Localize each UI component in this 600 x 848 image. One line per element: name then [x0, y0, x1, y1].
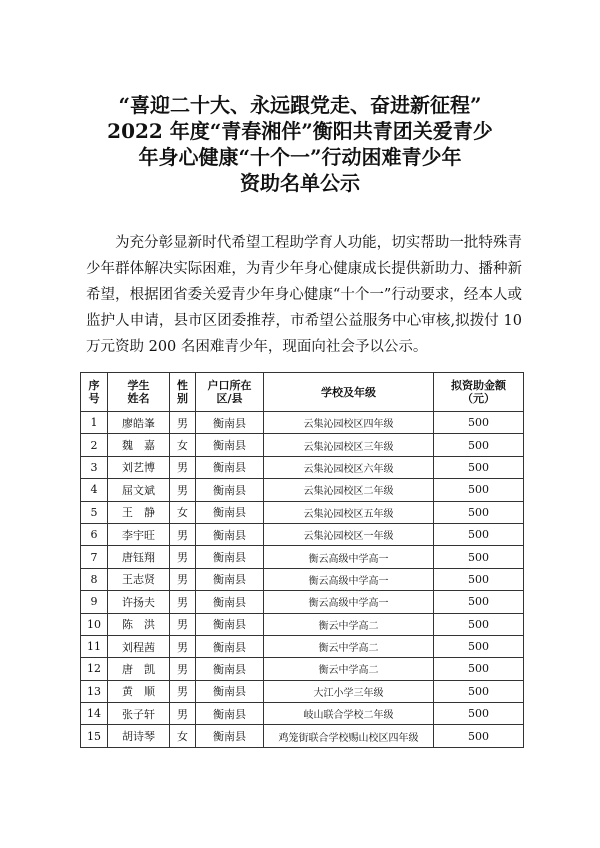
cell-name: 王志贤: [108, 568, 170, 590]
cell-no: 4: [81, 479, 108, 501]
cell-amount: 500: [434, 613, 524, 635]
cell-school: 衡云中学高二: [264, 613, 434, 635]
cell-school: 云集沁园校区四年级: [264, 412, 434, 434]
cell-region: 衡南县: [196, 725, 264, 747]
title-line: “喜迎二十大、永远跟党走、奋进新征程”: [118, 93, 482, 117]
cell-gender: 男: [170, 613, 196, 635]
header-amount: 拟资助金额 （元）: [434, 373, 524, 412]
header-region: 户口所在 区/县: [196, 373, 264, 412]
cell-no: 8: [81, 568, 108, 590]
cell-gender: 男: [170, 635, 196, 657]
cell-no: 9: [81, 591, 108, 613]
cell-name: 许扬夫: [108, 591, 170, 613]
cell-no: 2: [81, 434, 108, 456]
table-row: [81, 703, 524, 725]
cell-school: 衡云中学高二: [264, 635, 434, 657]
cell-amount: 500: [434, 658, 524, 680]
cell-amount: 500: [434, 434, 524, 456]
cell-amount: 500: [434, 501, 524, 523]
cell-school: 岐山联合学校二年级: [264, 703, 434, 725]
table-row: [81, 568, 524, 590]
table-row: [81, 523, 524, 545]
intro-paragraph: 为充分彰显新时代希望工程助学育人功能，切实帮助一批特殊青少年群体解决实际困难，为青少年身心健康成长提供新助力、播种新希望，根据团省委关爱青少年身心健康“十个一”行动要求，经本人或监护人申请，县市区团委推荐，市希望公益服务中心审核,拟拨付 10 万元资助 200 名困难青少年，现面向社会予以公示。: [86, 235, 522, 355]
cell-school: 云集沁园校区六年级: [264, 456, 434, 478]
header-school: 学校及年级: [264, 373, 434, 412]
cell-no: 1: [81, 412, 108, 434]
table-row: [81, 658, 524, 680]
table-row: [81, 456, 524, 478]
cell-no: 14: [81, 703, 108, 725]
cell-gender: 男: [170, 479, 196, 501]
cell-region: 衡南县: [196, 658, 264, 680]
table-row: [81, 412, 524, 434]
table-row: [81, 725, 524, 747]
cell-gender: 男: [170, 523, 196, 545]
cell-gender: 男: [170, 703, 196, 725]
cell-no: 12: [81, 658, 108, 680]
cell-amount: 500: [434, 703, 524, 725]
cell-gender: 男: [170, 456, 196, 478]
cell-gender: 男: [170, 412, 196, 434]
cell-no: 5: [81, 501, 108, 523]
cell-school: 大江小学三年级: [264, 680, 434, 702]
cell-name: 唐 凯: [108, 658, 170, 680]
cell-no: 11: [81, 635, 108, 657]
cell-school: 云集沁园校区一年级: [264, 523, 434, 545]
cell-region: 衡南县: [196, 523, 264, 545]
header-no: 序 号: [81, 373, 108, 412]
cell-name: 唐钰翔: [108, 546, 170, 568]
cell-school: 云集沁园校区二年级: [264, 479, 434, 501]
cell-gender: 男: [170, 680, 196, 702]
cell-region: 衡南县: [196, 568, 264, 590]
cell-amount: 500: [434, 546, 524, 568]
cell-amount: 500: [434, 523, 524, 545]
cell-region: 衡南县: [196, 412, 264, 434]
cell-no: 10: [81, 613, 108, 635]
cell-gender: 女: [170, 501, 196, 523]
table-row: [81, 479, 524, 501]
cell-school: 衡云高级中学高一: [264, 546, 434, 568]
cell-amount: 500: [434, 412, 524, 434]
cell-gender: 男: [170, 591, 196, 613]
cell-region: 衡南县: [196, 456, 264, 478]
cell-name: 魏 嘉: [108, 434, 170, 456]
cell-name: 胡诗琴: [108, 725, 170, 747]
cell-region: 衡南县: [196, 613, 264, 635]
table-row: [81, 434, 524, 456]
title-line: 年身心健康“十个一”行动困难青少年: [138, 145, 462, 169]
cell-name: 屈文斌: [108, 479, 170, 501]
cell-name: 黄 顺: [108, 680, 170, 702]
title-line: 2022 年度“青春湘伴”衡阳共青团关爱青少: [107, 119, 493, 143]
cell-gender: 男: [170, 546, 196, 568]
cell-region: 衡南县: [196, 680, 264, 702]
table-row: [81, 591, 524, 613]
table-row: [81, 635, 524, 657]
cell-region: 衡南县: [196, 434, 264, 456]
cell-amount: 500: [434, 456, 524, 478]
cell-gender: 男: [170, 568, 196, 590]
cell-amount: 500: [434, 725, 524, 747]
cell-no: 7: [81, 546, 108, 568]
table-header-row: [81, 373, 524, 412]
funding-list-table: [80, 372, 524, 748]
cell-no: 15: [81, 725, 108, 747]
header-name: 学生 姓名: [108, 373, 170, 412]
cell-name: 李宇旺: [108, 523, 170, 545]
cell-region: 衡南县: [196, 546, 264, 568]
cell-amount: 500: [434, 591, 524, 613]
cell-school: 衡云高级中学高一: [264, 591, 434, 613]
cell-gender: 女: [170, 434, 196, 456]
header-gender: 性 别: [170, 373, 196, 412]
cell-school: 鸡笼街联合学校赐山校区四年级: [264, 725, 434, 747]
cell-region: 衡南县: [196, 635, 264, 657]
title-line: 资助名单公示: [240, 171, 360, 195]
cell-name: 刘艺博: [108, 456, 170, 478]
cell-name: 张子轩: [108, 703, 170, 725]
cell-region: 衡南县: [196, 479, 264, 501]
table-row: [81, 613, 524, 635]
cell-region: 衡南县: [196, 591, 264, 613]
cell-amount: 500: [434, 680, 524, 702]
cell-name: 刘程茜: [108, 635, 170, 657]
table-row: [81, 501, 524, 523]
cell-school: 云集沁园校区三年级: [264, 434, 434, 456]
cell-gender: 男: [170, 658, 196, 680]
cell-gender: 女: [170, 725, 196, 747]
cell-school: 衡云中学高二: [264, 658, 434, 680]
cell-no: 6: [81, 523, 108, 545]
cell-amount: 500: [434, 479, 524, 501]
table-row: [81, 546, 524, 568]
cell-region: 衡南县: [196, 501, 264, 523]
table-row: [81, 680, 524, 702]
document-title: [40, 92, 560, 196]
cell-name: 陈 洪: [108, 613, 170, 635]
cell-amount: 500: [434, 568, 524, 590]
cell-name: 廖皓峯: [108, 412, 170, 434]
cell-school: 衡云高级中学高一: [264, 568, 434, 590]
table-body: [81, 412, 524, 748]
cell-region: 衡南县: [196, 703, 264, 725]
cell-amount: 500: [434, 635, 524, 657]
cell-name: 王 静: [108, 501, 170, 523]
cell-no: 13: [81, 680, 108, 702]
cell-no: 3: [81, 456, 108, 478]
cell-school: 云集沁园校区五年级: [264, 501, 434, 523]
